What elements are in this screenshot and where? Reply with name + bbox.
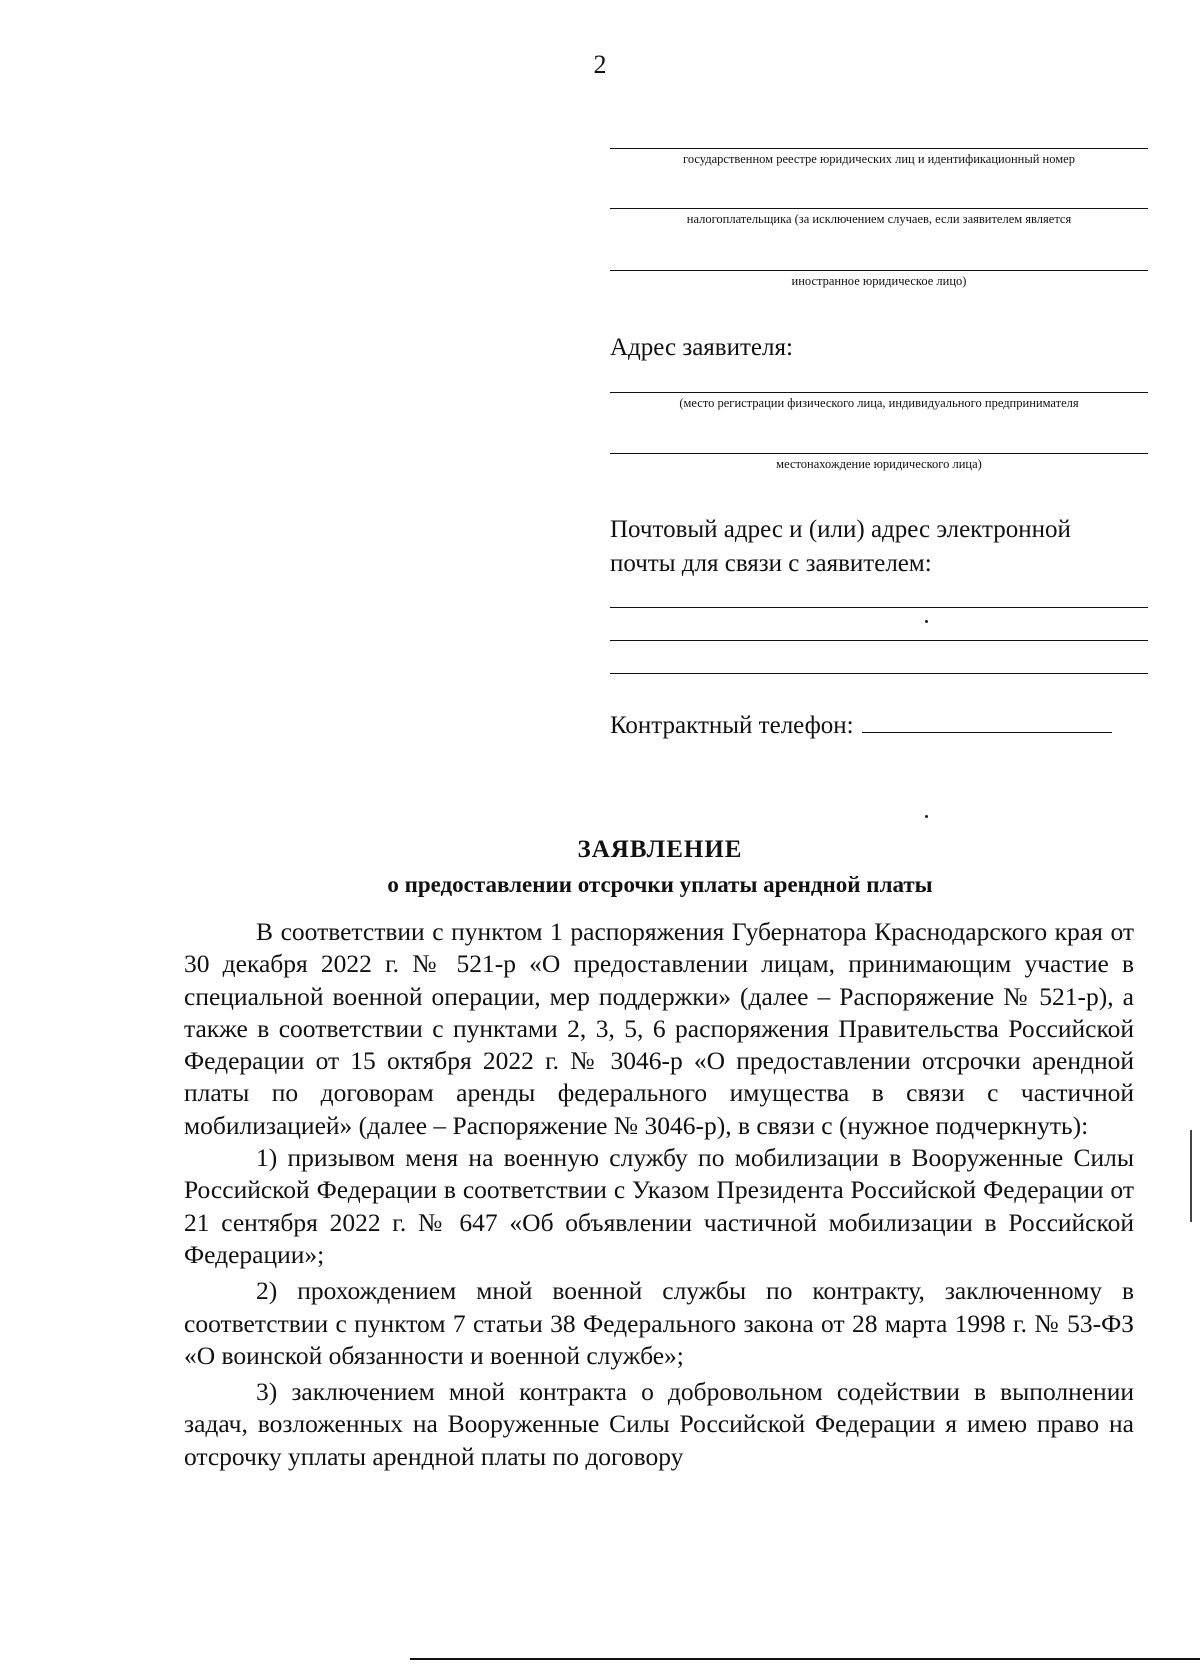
postal-fill-line-1[interactable] (610, 607, 1148, 608)
phone-fill-line[interactable] (862, 708, 1112, 733)
body-paragraph-3: 2) прохождением мной военной службы по контракту, заключенному в соответствии с пунктом 7 статьи 38 Федерального закона от 28 марта 1998 г. № 53-ФЗ «О воинской обязанности и военной службе»; (184, 1276, 1134, 1370)
address-fill-line-1[interactable] (610, 392, 1148, 393)
address-label: Адрес заявителя: (610, 334, 793, 361)
scan-speck (925, 620, 928, 623)
postal-fill-line-3[interactable] (610, 673, 1148, 674)
scan-edge-mark (1190, 1130, 1192, 1222)
document-subtitle: о предоставлении отсрочки уплаты арендной платы (387, 872, 933, 897)
registry-fill-line-3[interactable] (610, 270, 1148, 271)
address-fill-line-2[interactable] (610, 453, 1148, 454)
body-paragraph-2: 1) призывом меня на военную службу по мобилизации в Вооруженные Силы Российской Федерации в соответствии с Указом Президента Российской Федерации от 21 сентября 2022 г. № 647 «Об объявлении частичной мобилизации в Российской Федерации»; (184, 1143, 1134, 1269)
page-number: 2 (593, 50, 607, 79)
registry-caption-1: государственном реестре юридических лиц и идентификационный номер (683, 152, 1075, 166)
phone-row (610, 708, 1112, 744)
body-paragraph-1: В соответствии с пунктом 1 распоряжения Губернатора Краснодарского края от 30 декабря 2022 г. № 521-р «О предоставлении лицам, принимающим участие в специальной военной операции, мер поддержки» (далее – Распоряжение № 521-р), а также в соответствии с пунктами 2, 3, 5, 6 распоряжения Правительства Российской Федерации от 15 октября 2022 г. № 3046-р «О предоставлении отсрочки арендной платы по договорам аренды федерального имущества в связи с частичной мобилизацией» (далее – Распоряжение № 3046-р), в связи с (нужное подчеркнуть): (184, 917, 1134, 1140)
postal-label-line-1: Почтовый адрес и (или) адрес электронной (610, 516, 1071, 543)
postal-fill-line-2[interactable] (610, 640, 1148, 641)
application-body (184, 916, 1134, 1473)
scan-speck (925, 815, 928, 818)
registry-fill-line-1[interactable] (610, 148, 1148, 149)
phone-label: Контрактный телефон: (610, 712, 854, 739)
address-caption-1: (место регистрации физического лица, индивидуального предпринимателя (679, 396, 1079, 410)
registry-fill-line-2[interactable] (610, 208, 1148, 209)
postal-label-line-2: почты для связи с заявителем: (610, 550, 932, 577)
address-caption-2: местонахождение юридического лица) (776, 457, 982, 471)
registry-caption-3: иностранное юридическое лицо) (791, 274, 967, 288)
body-paragraph-4: 3) заключением мной контракта о добровольном содействии в выполнении задач, возложенных на Вооруженные Силы Российской Федерации я имею право на отсрочку уплаты арендной платы по договору (184, 1377, 1134, 1471)
document-title: ЗАЯВЛЕНИЕ (577, 836, 743, 863)
bottom-rule (410, 1658, 1200, 1660)
registry-caption-2: налогоплательщика (за исключением случаев, если заявителем является (686, 212, 1072, 226)
